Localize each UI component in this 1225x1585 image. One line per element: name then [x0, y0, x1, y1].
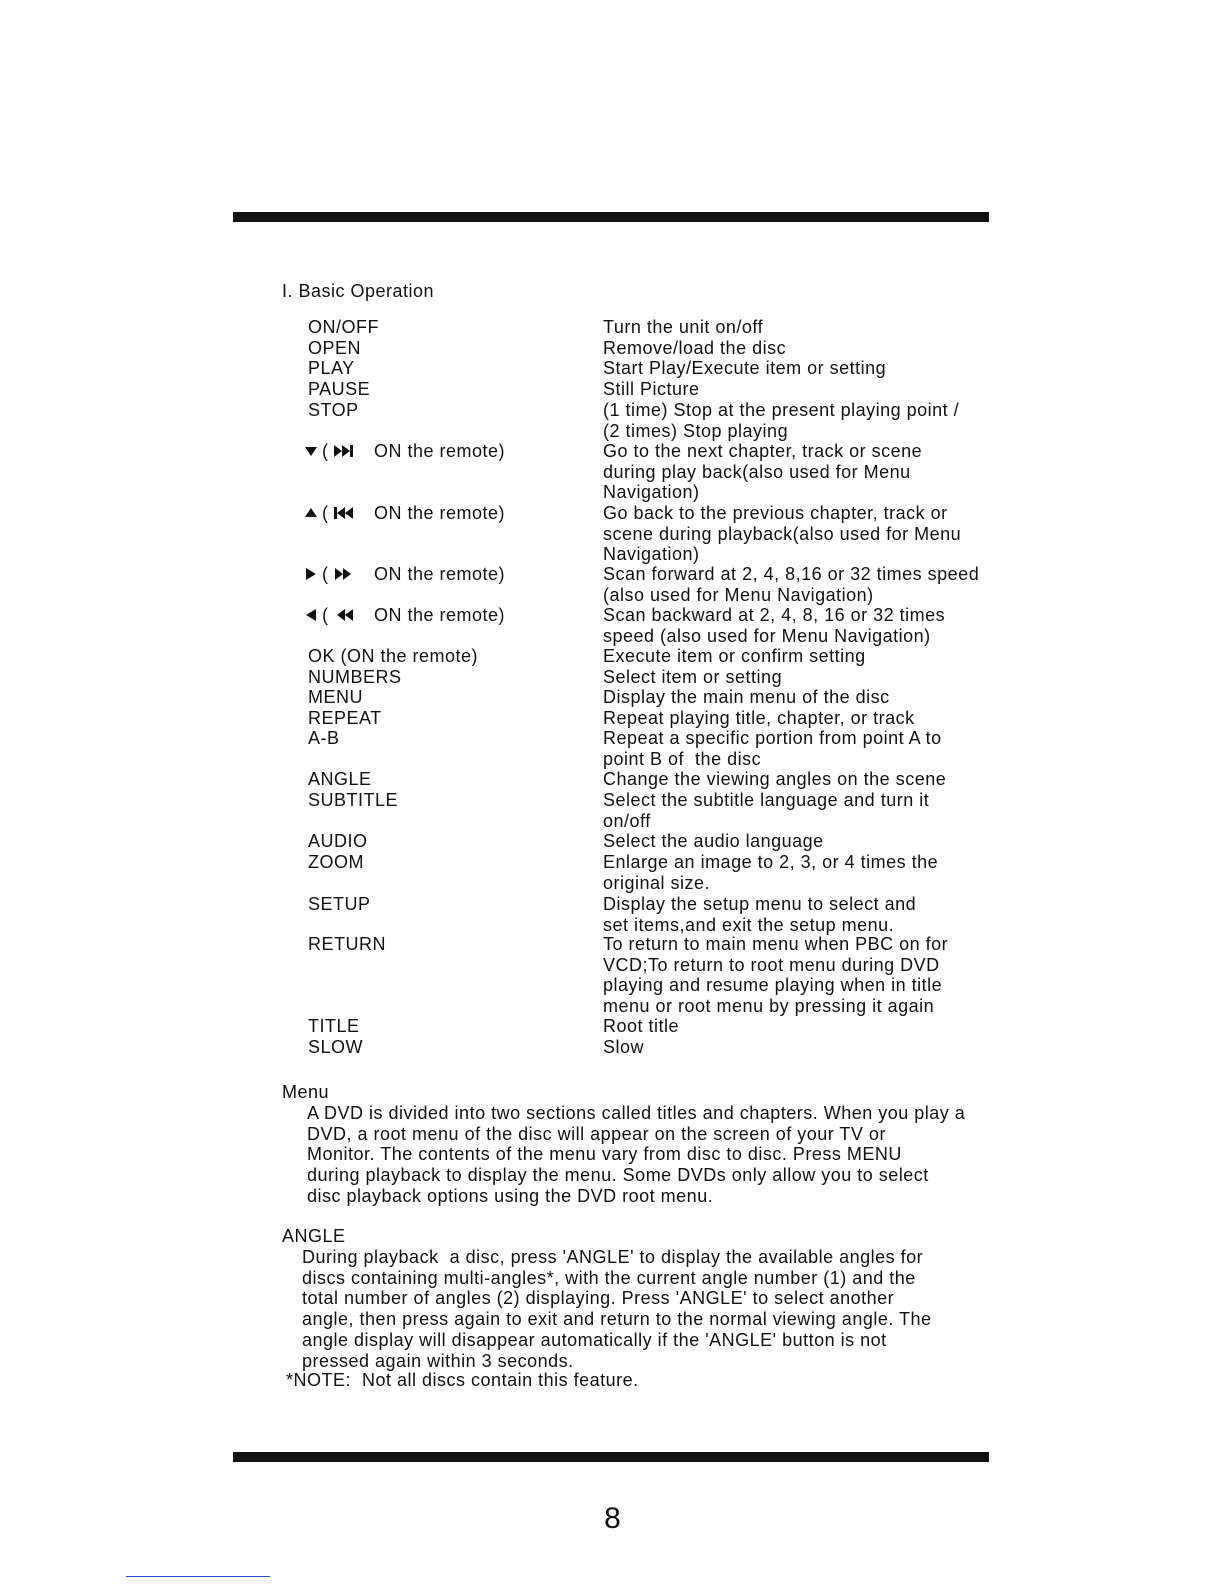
key-left-rewind	[304, 605, 505, 626]
desc-audio: Select the audio language	[603, 831, 824, 851]
desc-menu: Display the main menu of the disc	[603, 687, 890, 707]
key-label: ON the remote)	[374, 605, 506, 625]
key-play: PLAY	[308, 358, 355, 378]
next-track-icon	[332, 444, 356, 458]
right-arrow-icon	[304, 567, 318, 581]
paren-open: (	[322, 605, 328, 625]
desc-slow: Slow	[603, 1037, 645, 1057]
top-rule	[233, 212, 989, 222]
desc-right-forward: Scan forward at 2, 4, 8,16 or 32 times speed (also used for Menu Navigation)	[603, 564, 980, 605]
desc-up-previous: Go back to the previous chapter, track or scene during playback(also used for Menu Navigation)	[603, 503, 962, 565]
key-down-next	[304, 441, 505, 462]
desc-open: Remove/load the disc	[603, 338, 787, 358]
key-repeat: REPEAT	[308, 708, 382, 728]
key-menu: MENU	[308, 687, 363, 707]
angle-heading: ANGLE	[282, 1226, 346, 1246]
rewind-icon	[332, 608, 356, 622]
key-pause: PAUSE	[308, 379, 371, 399]
down-arrow-icon	[304, 445, 318, 457]
desc-zoom: Enlarge an image to 2, 3, or 4 times the original size.	[603, 852, 939, 893]
left-arrow-icon	[304, 608, 318, 622]
key-setup: SETUP	[308, 894, 371, 914]
desc-setup: Display the setup menu to select and set items,and exit the setup menu.	[603, 894, 917, 935]
key-return: RETURN	[308, 934, 386, 954]
desc-numbers: Select item or setting	[603, 667, 783, 687]
up-arrow-icon	[304, 507, 318, 519]
desc-subtitle: Select the subtitle language and turn it on/off	[603, 790, 930, 831]
menu-body: A DVD is divided into two sections called titles and chapters. When you play a DVD, a root menu of the disc will appear on the screen of your TV or Monitor. The contents of the menu vary from disc to disc. Press MENU during playback to display the menu. Some DVDs only allow you to select disc playback options using the DVD root menu.	[307, 1103, 966, 1206]
bottom-rule	[233, 1452, 989, 1462]
key-ok: OK (ON the remote)	[308, 646, 479, 666]
desc-repeat: Repeat playing title, chapter, or track	[603, 708, 915, 728]
desc-play: Start Play/Execute item or setting	[603, 358, 887, 378]
section-title: I. Basic Operation	[282, 281, 435, 301]
key-title: TITLE	[308, 1016, 360, 1036]
key-on-off: ON/OFF	[308, 317, 379, 337]
desc-title: Root title	[603, 1016, 680, 1036]
key-stop: STOP	[308, 400, 359, 420]
key-label: ON the remote)	[374, 441, 506, 461]
key-label: ON the remote)	[374, 564, 506, 584]
key-a-b: A-B	[308, 728, 340, 748]
fast-forward-icon	[332, 567, 356, 581]
angle-note: *NOTE: Not all discs contain this feature.	[286, 1370, 639, 1390]
paren-open: (	[322, 564, 328, 584]
key-numbers: NUMBERS	[308, 667, 402, 687]
desc-return: To return to main menu when PBC on for VCD;To return to root menu during DVD playing and resume playing when in title menu or root menu by pressing it again	[603, 934, 949, 1017]
page-number: 8	[604, 1502, 621, 1535]
key-audio: AUDIO	[308, 831, 368, 851]
key-right-forward	[304, 564, 505, 585]
footer-link-underline	[126, 1576, 270, 1577]
key-open: OPEN	[308, 338, 362, 358]
desc-stop: (1 time) Stop at the present playing point / (2 times) Stop playing	[603, 400, 960, 441]
key-slow: SLOW	[308, 1037, 364, 1057]
key-up-previous	[304, 503, 505, 524]
key-zoom: ZOOM	[308, 852, 364, 872]
paren-open: (	[322, 503, 328, 523]
key-angle: ANGLE	[308, 769, 372, 789]
desc-angle: Change the viewing angles on the scene	[603, 769, 947, 789]
menu-heading: Menu	[282, 1082, 330, 1102]
key-label: ON the remote)	[374, 503, 506, 523]
desc-a-b: Repeat a specific portion from point A to point B of the disc	[603, 728, 942, 769]
key-subtitle: SUBTITLE	[308, 790, 399, 810]
desc-left-rewind: Scan backward at 2, 4, 8, 16 or 32 times speed (also used for Menu Navigation)	[603, 605, 946, 646]
angle-body: During playback a disc, press 'ANGLE' to display the available angles for discs containing multi-angles*, with the current angle number (1) and the total number of angles (2) displaying. Press 'ANGLE' to select another angle, then press again to exit and return to the normal viewing angle. The angle display will disappear automatically if the 'ANGLE' button is not pressed again within 3 seconds.	[302, 1247, 932, 1371]
desc-pause: Still Picture	[603, 379, 700, 399]
desc-ok: Execute item or confirm setting	[603, 646, 866, 666]
paren-open: (	[322, 441, 328, 461]
previous-track-icon	[332, 506, 356, 520]
desc-on-off: Turn the unit on/off	[603, 317, 764, 337]
desc-down-next: Go to the next chapter, track or scene during play back(also used for Menu Navigation)	[603, 441, 923, 503]
